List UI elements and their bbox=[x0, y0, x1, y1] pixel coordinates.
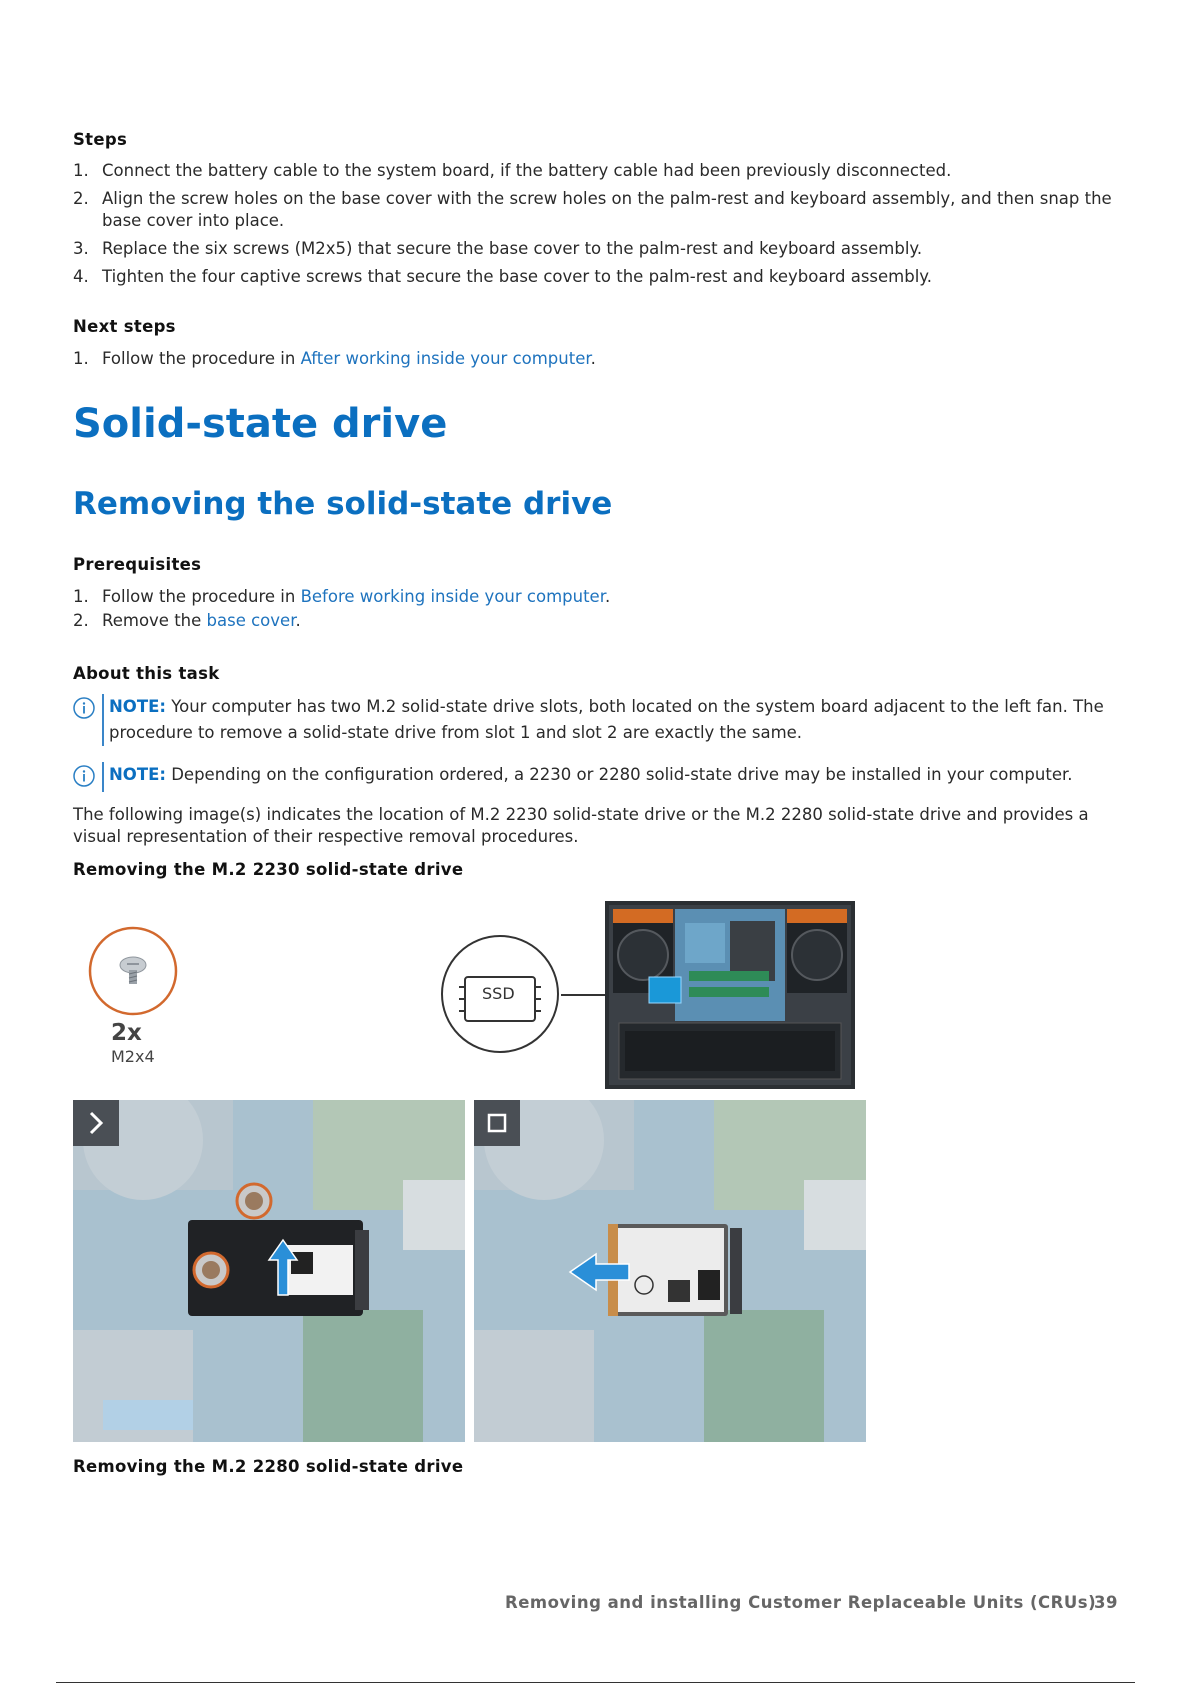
screw-type: M2x4 bbox=[111, 1047, 155, 1066]
figure-intro-paragraph: The following image(s) indicates the location of M.2 2230 solid-state drive or the M.2 2280 solid-state drive and provides a visual representation of their respective removal procedures. bbox=[73, 805, 1089, 846]
step1-panel-image bbox=[73, 1100, 465, 1442]
figure1-caption: Removing the M.2 2230 solid-state drive bbox=[73, 860, 464, 879]
list-item: 2. Align the screw holes on the base cover with the screw holes on the palm-rest and keyboard assembly, and then snap the base cover into place. bbox=[73, 189, 1112, 230]
note-text: NOTE: Depending on the configuration ordered, a 2230 or 2280 solid-state drive may be installed in your computer. bbox=[109, 765, 1073, 784]
note-bar bbox=[102, 762, 104, 792]
next-steps-list bbox=[73, 348, 1113, 376]
list-item: 3. Replace the six screws (M2x5) that secure the base cover to the palm-rest and keyboard assembly. bbox=[73, 239, 923, 258]
list-item: 1. Follow the procedure in Before working inside your computer. bbox=[73, 587, 611, 606]
footer-title: Removing and installing Customer Replaceable Units (CRUs) bbox=[505, 1593, 1097, 1612]
after-working-link[interactable]: After working inside your computer bbox=[300, 349, 591, 368]
laptop-overview-image bbox=[605, 901, 855, 1089]
info-icon bbox=[73, 765, 95, 787]
step2-panel-image bbox=[474, 1100, 866, 1442]
note-callout bbox=[73, 762, 1113, 788]
note-callout bbox=[73, 694, 1113, 746]
base-cover-link[interactable]: base cover bbox=[206, 611, 296, 630]
section-title: Solid-state drive bbox=[73, 401, 448, 447]
figure2-caption: Removing the M.2 2280 solid-state drive bbox=[73, 1457, 464, 1476]
page-number: 39 bbox=[1094, 1593, 1118, 1612]
before-working-link[interactable]: Before working inside your computer bbox=[300, 587, 605, 606]
prerequisites-heading: Prerequisites bbox=[73, 555, 202, 574]
screw-icon bbox=[87, 925, 179, 1017]
ssd-label: SSD bbox=[482, 984, 515, 1003]
info-icon bbox=[73, 697, 95, 719]
note-text: NOTE: Your computer has two M.2 solid-state drive slots, both located on the system board adjacent to the left fan. The procedure to remove a solid-state drive from slot 1 and slot 2 are exactly the same. bbox=[109, 697, 1104, 742]
steps-list bbox=[73, 160, 1113, 294]
list-item: 2. Remove the base cover. bbox=[73, 611, 301, 630]
figure1 bbox=[73, 895, 873, 1445]
list-item: 4. Tighten the four captive screws that secure the base cover to the palm-rest and keyboard assembly. bbox=[73, 267, 932, 286]
list-item: 1. Connect the battery cable to the system board, if the battery cable had been previously disconnected. bbox=[73, 161, 952, 180]
screw-count: 2x bbox=[111, 1020, 142, 1046]
note-bar bbox=[102, 694, 104, 746]
steps-heading: Steps bbox=[73, 130, 128, 149]
about-heading: About this task bbox=[73, 664, 220, 683]
subsection-title: Removing the solid-state drive bbox=[73, 486, 613, 522]
list-item: 1. Follow the procedure in After working inside your computer. bbox=[73, 349, 596, 368]
footer-rule bbox=[56, 1682, 1135, 1683]
prerequisites-list bbox=[73, 586, 1113, 638]
next-steps-heading: Next steps bbox=[73, 317, 176, 336]
